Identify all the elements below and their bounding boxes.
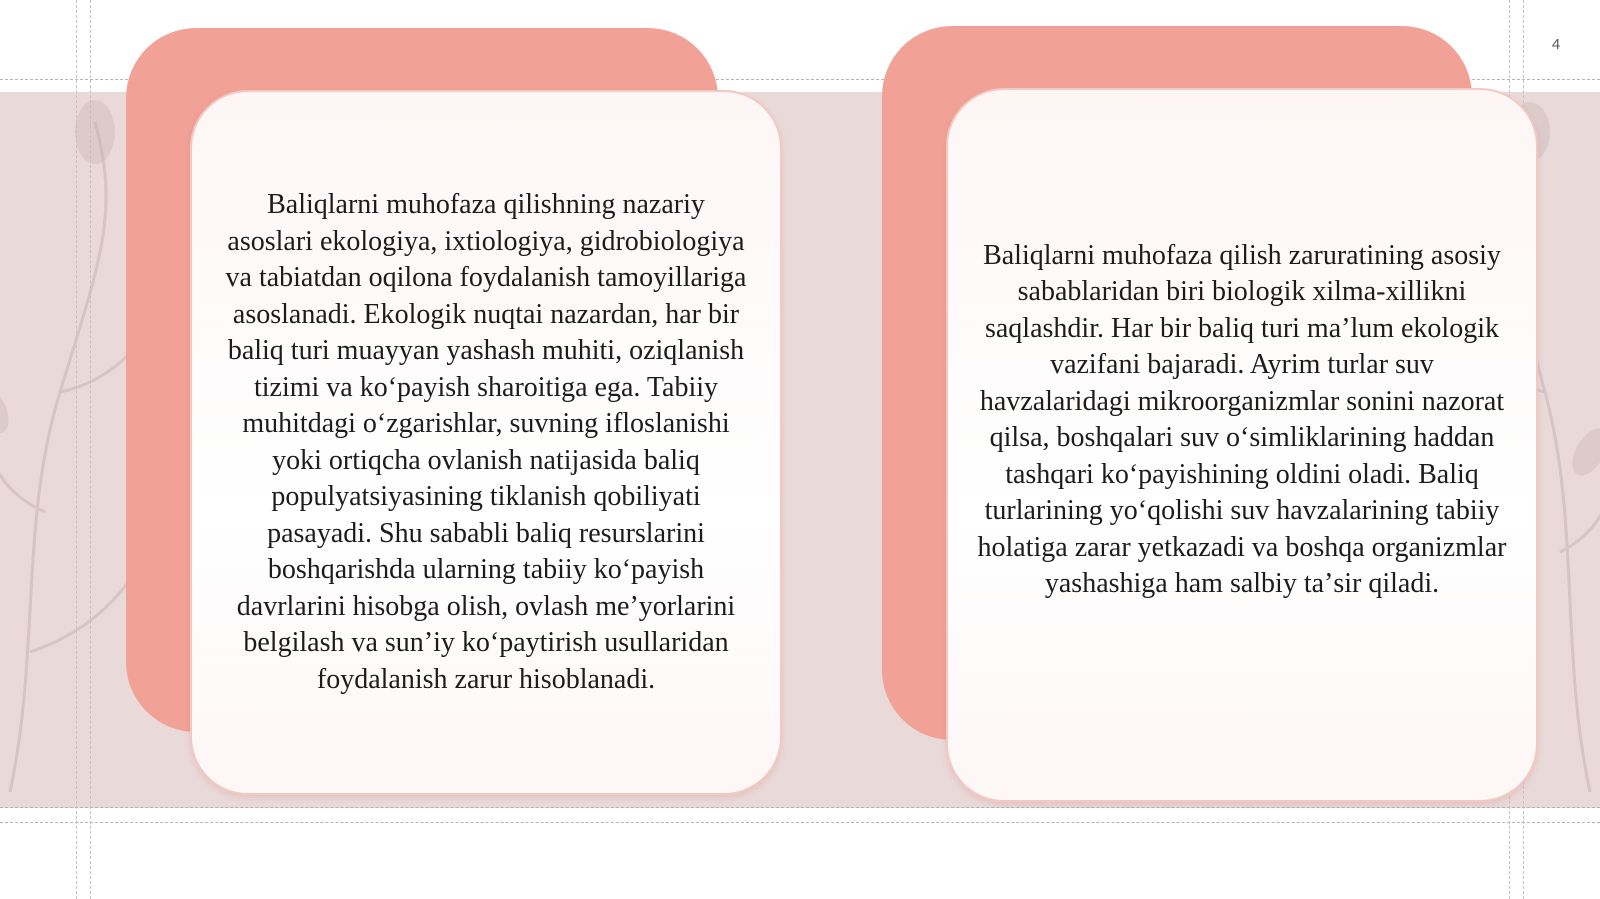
page-number: 4 bbox=[1551, 36, 1561, 53]
left-card-text: Baliqlarni muhofaza qilishning nazariy asoslari ekologiya, ixtiologiya, gidrobiologiya va tabiatdan oqilona foydalanish tamoyillariga asoslanadi. Ekologik nuqtai nazardan, har bir baliq turi muayyan yashash muhiti, oziqlanish tizimi va koʻpayish sharoitiga ega. Tabiiy muhitdagi oʻzgarishlar, suvning ifloslanishi yoki ortiqcha ovlanish natijasida baliq populyatsiyasining tiklanish qobiliyati pasayadi. Shu sababli baliq resurslarini boshqarishda ularning tabiiy koʻpayish davrlarini hisobga olish, ovlash meʼyorlarini belgilash va sunʼiy koʻpaytirish usullaridan foydalanish zarur hisoblanadi. bbox=[225, 189, 747, 695]
left-text-card bbox=[190, 90, 782, 795]
right-card-text: Baliqlarni muhofaza qilish zaruratining asosiy sabablaridan biri biologik xilma-xillikni saqlashdir. Har bir baliq turi maʼlum ekologik vazifani bajaradi. Ayrim turlar suv havzalaridagi mikroorganizmlar sonini nazorat qilsa, boshqalari suv oʻsimliklarining haddan tashqari koʻpayishining oldini oladi. Baliq turlarining yoʻqolishi suv havzalarining tabiiy holatiga zarar yetkazadi va boshqa organizmlar yashashiga ham salbiy taʼsir qiladi. bbox=[977, 239, 1507, 599]
right-text-card bbox=[946, 88, 1538, 802]
guide-line bbox=[0, 822, 1600, 823]
